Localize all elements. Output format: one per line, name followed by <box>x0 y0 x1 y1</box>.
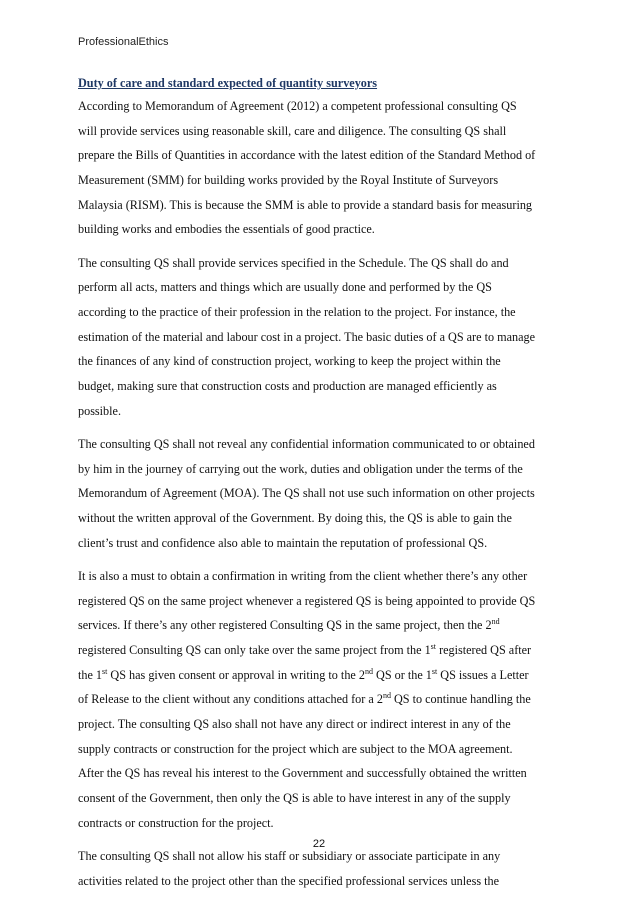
paragraph-2 <box>78 251 568 424</box>
paragraph-5 <box>78 844 568 893</box>
text-line: The consulting QS shall not allow his staff or subsidiary or associate participate in any <box>78 848 501 863</box>
text-line: building works and embodies the essentials of good practice. <box>78 222 375 237</box>
text-line: After the QS has reveal his interest to the Government and successfully obtained the written <box>78 766 527 781</box>
text-line: without the written approval of the Government. By doing this, the QS is able to gain the <box>78 511 512 525</box>
text-line: of Release to the client without any conditions attached for a 2nd QS to continue handling the <box>78 691 531 707</box>
text-line: estimation of the material and labour cost in a project. The basic duties of a QS are to manage <box>78 329 535 344</box>
text-line: according to the practice of their profession in the relation to the project. For instance, the <box>78 305 516 319</box>
text-line: registered QS on the same project whenever a registered QS is being appointed to provide QS <box>78 593 536 608</box>
section-heading: Duty of care and standard expected of quantity surveyors <box>78 76 378 90</box>
text-line: Malaysia (RISM). This is because the SMM is able to provide a standard basis for measuring <box>78 197 533 212</box>
text-line: perform all acts, matters and things which are usually done and performed by the QS <box>78 280 492 295</box>
text-line: services. If there’s any other registered Consulting QS in the same project, then the 2nd <box>78 617 500 633</box>
page-body <box>78 72 568 893</box>
text-line: Measurement (SMM) for building works provided by the Royal Institute of Surveyors <box>78 173 499 188</box>
text-line: the finances of any kind of construction project, working to keep the project within the <box>78 354 501 369</box>
text-line: possible. <box>78 403 121 418</box>
text-line: The consulting QS shall not reveal any confidential information communicated to or obtained <box>78 436 535 451</box>
text-line: According to Memorandum of Agreement (2012) a competent professional consulting QS <box>78 99 517 113</box>
paragraph-1 <box>78 94 568 242</box>
text-line: consent of the Government, then only the QS is able to have interest in any of the supply <box>78 791 511 806</box>
text-line: prepare the Bills of Quantities in accordance with the latest edition of the Standard Method of <box>78 148 536 163</box>
text-line: the 1st QS has given consent or approval in writing to the 2nd QS or the 1st QS issues a Letter <box>78 666 529 682</box>
text-line: contracts or construction for the project. <box>78 815 274 830</box>
text-line: It is also a must to obtain a confirmation in writing from the client whether there’s any other <box>78 568 528 583</box>
text-line: The consulting QS shall provide services specified in the Schedule. The QS shall do and <box>78 255 509 270</box>
text-line: budget, making sure that construction costs and production are managed efficiently as <box>78 379 497 394</box>
text-line: will provide services using reasonable skill, care and diligence. The consulting QS shall <box>78 123 507 138</box>
text-line: by him in the journey of carrying out the work, duties and obligation under the terms of the <box>78 461 523 476</box>
text-line: client’s trust and confidence also able to maintain the reputation of professional QS. <box>78 535 488 550</box>
text-line: Memorandum of Agreement (MOA). The QS shall not use such information on other projects <box>78 486 535 501</box>
paragraph-4 <box>78 564 568 836</box>
text-line: activities related to the project other than the specified professional services unless the <box>78 873 499 888</box>
page-number: 22 <box>312 838 326 850</box>
text-line: project. The consulting QS also shall not have any direct or indirect interest in any of the <box>78 717 511 731</box>
running-header: ProfessionalEthics <box>78 36 169 48</box>
text-line: registered Consulting QS can only take over the same project from the 1st registered QS after <box>78 641 532 657</box>
text-line: supply contracts or construction for the project which are subject to the MOA agreement. <box>78 741 513 756</box>
paragraph-3 <box>78 432 568 555</box>
